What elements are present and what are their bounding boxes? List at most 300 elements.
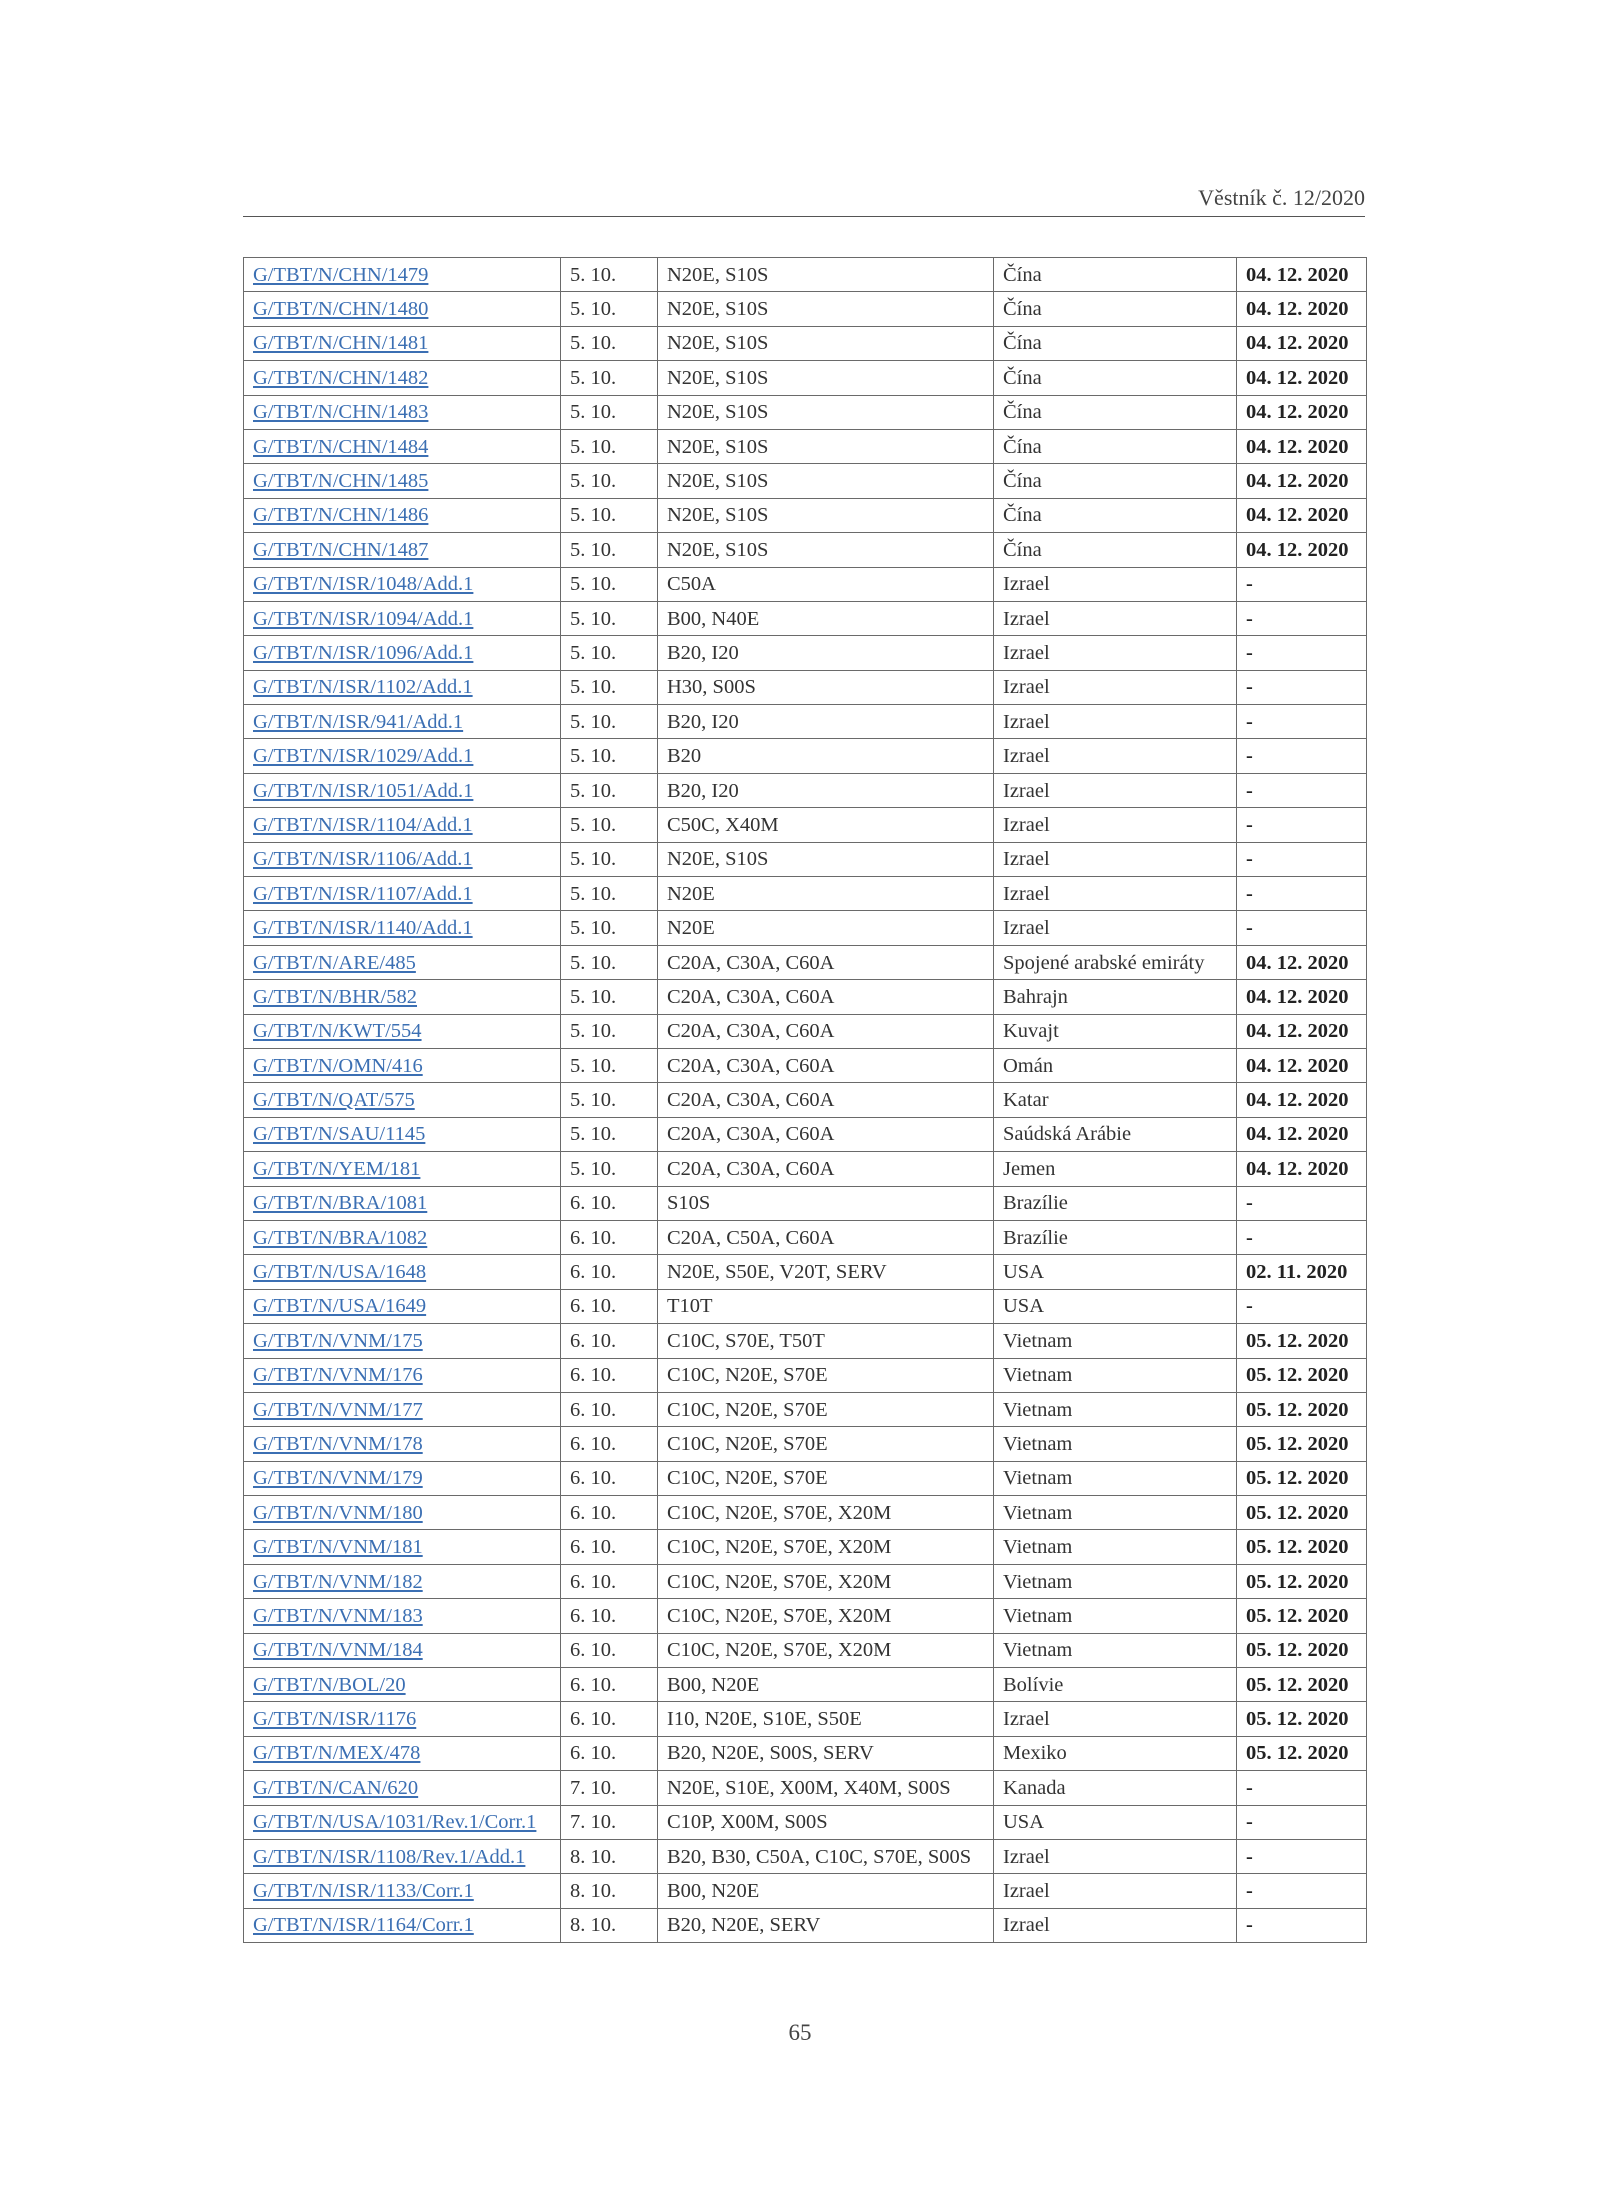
table-row [244,1048,1367,1082]
document-link[interactable]: G/TBT/N/VNM/181 [253,1536,423,1559]
document-link[interactable]: G/TBT/N/CHN/1481 [253,332,429,355]
date-cell: 5. 10. [561,464,658,498]
codes-cell: C10C, N20E, S70E, X20M [658,1599,994,1633]
date-cell: 6. 10. [561,1358,658,1392]
table-row [244,326,1367,360]
document-cell [244,1702,561,1736]
document-cell [244,1427,561,1461]
country-cell: Izrael [994,739,1237,773]
codes-cell: N20E, S10S [658,842,994,876]
deadline-cell: - [1237,636,1367,670]
date-cell: 5. 10. [561,705,658,739]
country-cell: Čína [994,533,1237,567]
codes-cell: B20, I20 [658,636,994,670]
codes-cell: C20A, C30A, C60A [658,1083,994,1117]
deadline-cell: 05. 12. 2020 [1237,1668,1367,1702]
document-cell [244,1599,561,1633]
codes-cell: C20A, C30A, C60A [658,945,994,979]
date-cell: 8. 10. [561,1908,658,1942]
codes-cell: C20A, C30A, C60A [658,1048,994,1082]
deadline-cell: 05. 12. 2020 [1237,1736,1367,1770]
page-header: Věstník č. 12/2020 [1198,185,1365,210]
document-link[interactable]: G/TBT/N/CHN/1486 [253,504,429,527]
table-row [244,1702,1367,1736]
country-cell: Čína [994,292,1237,326]
country-cell: USA [994,1289,1237,1323]
document-cell [244,1358,561,1392]
table-row [244,945,1367,979]
deadline-cell: 04. 12. 2020 [1237,395,1367,429]
deadline-cell: - [1237,705,1367,739]
document-cell [244,842,561,876]
codes-cell: C10P, X00M, S00S [658,1805,994,1839]
document-cell [244,1839,561,1873]
table-row [244,1014,1367,1048]
country-cell: USA [994,1255,1237,1289]
table-row [244,1668,1367,1702]
country-cell: Izrael [994,1908,1237,1942]
document-cell [244,773,561,807]
document-cell [244,258,561,292]
document-link[interactable]: G/TBT/N/VNM/182 [253,1570,423,1593]
document-link[interactable]: G/TBT/N/ISR/1051/Add.1 [253,779,474,802]
codes-cell: B00, N20E [658,1668,994,1702]
codes-cell: C20A, C30A, C60A [658,1014,994,1048]
document-cell [244,1461,561,1495]
country-cell: Izrael [994,773,1237,807]
table-row [244,1289,1367,1323]
country-cell: Bahrajn [994,980,1237,1014]
table-body [244,258,1367,1943]
document-link[interactable]: G/TBT/N/USA/1649 [253,1295,427,1318]
deadline-cell: - [1237,842,1367,876]
document-cell [244,326,561,360]
deadline-cell: 04. 12. 2020 [1237,533,1367,567]
document-link[interactable]: G/TBT/N/ISR/1106/Add.1 [253,848,473,871]
date-cell: 5. 10. [561,1152,658,1186]
date-cell: 5. 10. [561,258,658,292]
date-cell: 6. 10. [561,1392,658,1426]
deadline-cell: - [1237,1220,1367,1254]
codes-cell: C20A, C50A, C60A [658,1220,994,1254]
country-cell: Brazílie [994,1186,1237,1220]
document-link[interactable]: G/TBT/N/ISR/1096/Add.1 [253,641,474,664]
deadline-cell: 04. 12. 2020 [1237,1014,1367,1048]
codes-cell: B20, N20E, SERV [658,1908,994,1942]
page-number: 65 [788,2020,812,2045]
document-cell [244,1289,561,1323]
date-cell: 5. 10. [561,1048,658,1082]
deadline-cell: - [1237,911,1367,945]
country-cell: Izrael [994,911,1237,945]
document-cell [244,1083,561,1117]
date-cell: 5. 10. [561,945,658,979]
codes-cell: N20E, S10S [658,395,994,429]
table-row [244,601,1367,635]
document-cell [244,498,561,532]
codes-cell: N20E, S10E, X00M, X40M, S00S [658,1771,994,1805]
table-row [244,429,1367,463]
deadline-cell: 05. 12. 2020 [1237,1633,1367,1667]
document-cell [244,1908,561,1942]
deadline-cell: - [1237,1805,1367,1839]
country-cell: Saúdská Arábie [994,1117,1237,1151]
country-cell: Izrael [994,1874,1237,1908]
document-link[interactable]: G/TBT/N/VNM/183 [253,1604,423,1627]
deadline-cell: - [1237,739,1367,773]
document-cell [244,1255,561,1289]
table-row [244,1461,1367,1495]
document-link[interactable]: G/TBT/N/QAT/575 [253,1089,415,1112]
deadline-cell: - [1237,1874,1367,1908]
country-cell: Vietnam [994,1427,1237,1461]
table-row [244,705,1367,739]
deadline-cell: 04. 12. 2020 [1237,361,1367,395]
table-row [244,670,1367,704]
codes-cell: B00, N20E [658,1874,994,1908]
deadline-cell: - [1237,1771,1367,1805]
country-cell: Izrael [994,808,1237,842]
date-cell: 6. 10. [561,1220,658,1254]
country-cell: Vietnam [994,1564,1237,1598]
country-cell: USA [994,1805,1237,1839]
document-cell [244,636,561,670]
date-cell: 5. 10. [561,361,658,395]
codes-cell: C20A, C30A, C60A [658,980,994,1014]
document-link[interactable]: G/TBT/N/VNM/176 [253,1364,423,1387]
deadline-cell: 04. 12. 2020 [1237,326,1367,360]
date-cell: 5. 10. [561,739,658,773]
country-cell: Vietnam [994,1633,1237,1667]
document-cell [244,601,561,635]
document-cell [244,705,561,739]
table-row [244,258,1367,292]
table-row [244,395,1367,429]
document-link[interactable]: G/TBT/N/VNM/175 [253,1329,423,1352]
codes-cell: B20, I20 [658,773,994,807]
table-row [244,1496,1367,1530]
document-cell [244,945,561,979]
document-cell [244,395,561,429]
table-row [244,464,1367,498]
date-cell: 5. 10. [561,842,658,876]
document-link[interactable]: G/TBT/N/CHN/1485 [253,470,429,493]
codes-cell: C10C, N20E, S70E [658,1427,994,1461]
document-link[interactable]: G/TBT/N/BHR/582 [253,985,418,1008]
deadline-cell: - [1237,877,1367,911]
date-cell: 5. 10. [561,498,658,532]
date-cell: 5. 10. [561,533,658,567]
date-cell: 6. 10. [561,1668,658,1702]
deadline-cell: 04. 12. 2020 [1237,980,1367,1014]
document-cell [244,1771,561,1805]
table-row [244,773,1367,807]
country-cell: Vietnam [994,1358,1237,1392]
document-link[interactable]: G/TBT/N/SAU/1145 [253,1123,426,1146]
country-cell: Izrael [994,567,1237,601]
document-link[interactable]: G/TBT/N/ISR/1107/Add.1 [253,882,473,905]
table-row [244,1083,1367,1117]
document-link[interactable]: G/TBT/N/CHN/1482 [253,366,429,389]
table-row [244,498,1367,532]
table-row [244,1805,1367,1839]
document-link[interactable]: G/TBT/N/CHN/1484 [253,435,429,458]
document-link[interactable]: G/TBT/N/ISR/1104/Add.1 [253,813,473,836]
codes-cell: N20E [658,877,994,911]
document-link[interactable]: G/TBT/N/ISR/941/Add.1 [253,710,464,733]
table-row [244,1152,1367,1186]
document-link[interactable]: G/TBT/N/VNM/177 [253,1398,423,1421]
deadline-cell: - [1237,567,1367,601]
codes-cell: B20, B30, C50A, C10C, S70E, S00S [658,1839,994,1873]
deadline-cell: 04. 12. 2020 [1237,1152,1367,1186]
country-cell: Vietnam [994,1392,1237,1426]
table-row [244,1599,1367,1633]
codes-cell: B20, N20E, S00S, SERV [658,1736,994,1770]
codes-cell: B00, N40E [658,601,994,635]
document-link[interactable]: G/TBT/N/CHN/1487 [253,538,429,561]
document-link[interactable]: G/TBT/N/CHN/1483 [253,401,429,424]
document-cell [244,1324,561,1358]
document-link[interactable]: G/TBT/N/ISR/1029/Add.1 [253,745,474,768]
deadline-cell: 05. 12. 2020 [1237,1530,1367,1564]
country-cell: Izrael [994,842,1237,876]
document-cell [244,739,561,773]
country-cell: Omán [994,1048,1237,1082]
document-link[interactable]: G/TBT/N/ISR/1048/Add.1 [253,573,474,596]
date-cell: 6. 10. [561,1289,658,1323]
codes-cell: S10S [658,1186,994,1220]
codes-cell: C20A, C30A, C60A [658,1117,994,1151]
date-cell: 5. 10. [561,980,658,1014]
document-link[interactable]: G/TBT/N/ISR/1108/Rev.1/Add.1 [253,1845,526,1868]
document-cell [244,1117,561,1151]
deadline-cell: - [1237,1908,1367,1942]
codes-cell: C10C, N20E, S70E [658,1392,994,1426]
table-row [244,1324,1367,1358]
document-cell [244,1736,561,1770]
notifications-table [243,257,1367,1943]
date-cell: 5. 10. [561,670,658,704]
country-cell: Izrael [994,1839,1237,1873]
date-cell: 6. 10. [561,1255,658,1289]
document-cell [244,1186,561,1220]
deadline-cell: - [1237,1839,1367,1873]
deadline-cell: - [1237,808,1367,842]
country-cell: Vietnam [994,1530,1237,1564]
document-cell [244,1633,561,1667]
deadline-cell: 05. 12. 2020 [1237,1324,1367,1358]
date-cell: 6. 10. [561,1461,658,1495]
table-row [244,361,1367,395]
date-cell: 8. 10. [561,1874,658,1908]
deadline-cell: 04. 12. 2020 [1237,945,1367,979]
document-link[interactable]: G/TBT/N/BOL/20 [253,1673,406,1696]
codes-cell: C10C, N20E, S70E, X20M [658,1633,994,1667]
document-cell [244,911,561,945]
table-row [244,1736,1367,1770]
document-cell [244,533,561,567]
document-cell [244,808,561,842]
country-cell: Izrael [994,601,1237,635]
date-cell: 6. 10. [561,1324,658,1358]
codes-cell: N20E, S10S [658,533,994,567]
document-cell [244,429,561,463]
document-link[interactable]: G/TBT/N/VNM/180 [253,1501,423,1524]
document-link[interactable]: G/TBT/N/CAN/620 [253,1776,419,1799]
document-link[interactable]: G/TBT/N/MEX/478 [253,1742,421,1765]
document-link[interactable]: G/TBT/N/KWT/554 [253,1020,422,1043]
deadline-cell: - [1237,773,1367,807]
date-cell: 5. 10. [561,567,658,601]
table-row [244,567,1367,601]
deadline-cell: 04. 12. 2020 [1237,292,1367,326]
document-cell [244,1014,561,1048]
codes-cell: C10C, N20E, S70E [658,1358,994,1392]
document-link[interactable]: G/TBT/N/VNM/184 [253,1639,423,1662]
codes-cell: N20E, S10S [658,361,994,395]
deadline-cell: - [1237,601,1367,635]
document-cell [244,1874,561,1908]
table-row [244,1255,1367,1289]
table-row [244,1874,1367,1908]
codes-cell: C50A [658,567,994,601]
table-row [244,1220,1367,1254]
date-cell: 6. 10. [561,1186,658,1220]
deadline-cell: 02. 11. 2020 [1237,1255,1367,1289]
deadline-cell: 04. 12. 2020 [1237,1048,1367,1082]
country-cell: Kanada [994,1771,1237,1805]
codes-cell: C10C, N20E, S70E, X20M [658,1496,994,1530]
codes-cell: N20E, S10S [658,429,994,463]
country-cell: Kuvajt [994,1014,1237,1048]
date-cell: 5. 10. [561,395,658,429]
document-link[interactable]: G/TBT/N/CHN/1479 [253,263,429,286]
country-cell: Brazílie [994,1220,1237,1254]
date-cell: 5. 10. [561,1014,658,1048]
document-cell [244,1048,561,1082]
document-link[interactable]: G/TBT/N/ISR/1164/Corr.1 [253,1914,474,1937]
document-link[interactable]: G/TBT/N/YEM/181 [253,1157,421,1180]
codes-cell: B20, I20 [658,705,994,739]
date-cell: 7. 10. [561,1771,658,1805]
document-cell [244,877,561,911]
table-row [244,1839,1367,1873]
country-cell: Katar [994,1083,1237,1117]
document-link[interactable]: G/TBT/N/ISR/1094/Add.1 [253,607,474,630]
codes-cell: N20E, S10S [658,498,994,532]
codes-cell: N20E, S10S [658,326,994,360]
document-link[interactable]: G/TBT/N/OMN/416 [253,1054,423,1077]
deadline-cell: 04. 12. 2020 [1237,429,1367,463]
document-cell [244,361,561,395]
document-link[interactable]: G/TBT/N/USA/1648 [253,1261,427,1284]
date-cell: 5. 10. [561,911,658,945]
codes-cell: H30, S00S [658,670,994,704]
table-row [244,533,1367,567]
codes-cell: N20E, S10S [658,292,994,326]
document-link[interactable]: G/TBT/N/ISR/1102/Add.1 [253,676,473,699]
document-link[interactable]: G/TBT/N/BRA/1082 [253,1226,428,1249]
date-cell: 6. 10. [561,1599,658,1633]
country-cell: Jemen [994,1152,1237,1186]
deadline-cell: 05. 12. 2020 [1237,1461,1367,1495]
country-cell: Čína [994,361,1237,395]
table-row [244,980,1367,1014]
codes-cell: C10C, N20E, S70E, X20M [658,1530,994,1564]
document-cell [244,1805,561,1839]
codes-cell: N20E, S50E, V20T, SERV [658,1255,994,1289]
date-cell: 5. 10. [561,292,658,326]
date-cell: 5. 10. [561,877,658,911]
table-row [244,1186,1367,1220]
date-cell: 5. 10. [561,326,658,360]
deadline-cell: 04. 12. 2020 [1237,1117,1367,1151]
country-cell: Vietnam [994,1599,1237,1633]
date-cell: 6. 10. [561,1702,658,1736]
country-cell: Izrael [994,877,1237,911]
table-row [244,1117,1367,1151]
document-cell [244,1564,561,1598]
document-link[interactable]: G/TBT/N/ISR/1176 [253,1708,417,1731]
date-cell: 6. 10. [561,1633,658,1667]
codes-cell: C10C, S70E, T50T [658,1324,994,1358]
table-row [244,292,1367,326]
date-cell: 6. 10. [561,1736,658,1770]
deadline-cell: 04. 12. 2020 [1237,1083,1367,1117]
document-link[interactable]: G/TBT/N/VNM/179 [253,1467,423,1490]
document-cell [244,464,561,498]
document-link[interactable]: G/TBT/N/USA/1031/Rev.1/Corr.1 [253,1811,537,1834]
table-row [244,1358,1367,1392]
table-row [244,911,1367,945]
document-cell [244,1496,561,1530]
document-cell [244,1152,561,1186]
document-cell [244,1220,561,1254]
document-link[interactable]: G/TBT/N/ARE/485 [253,951,416,974]
deadline-cell: - [1237,670,1367,704]
codes-cell: N20E [658,911,994,945]
country-cell: Mexiko [994,1736,1237,1770]
document-link[interactable]: G/TBT/N/ISR/1133/Corr.1 [253,1880,474,1903]
deadline-cell: 05. 12. 2020 [1237,1564,1367,1598]
date-cell: 5. 10. [561,1083,658,1117]
date-cell: 7. 10. [561,1805,658,1839]
deadline-cell: 05. 12. 2020 [1237,1599,1367,1633]
document-link[interactable]: G/TBT/N/ISR/1140/Add.1 [253,917,473,940]
table-row [244,1427,1367,1461]
country-cell: Izrael [994,636,1237,670]
document-link[interactable]: G/TBT/N/BRA/1081 [253,1192,428,1215]
country-cell: Izrael [994,1702,1237,1736]
document-link[interactable]: G/TBT/N/VNM/178 [253,1432,423,1455]
country-cell: Čína [994,429,1237,463]
table-row [244,1392,1367,1426]
document-link[interactable]: G/TBT/N/CHN/1480 [253,298,429,321]
document-cell [244,980,561,1014]
date-cell: 5. 10. [561,808,658,842]
table-row [244,1908,1367,1942]
country-cell: Čína [994,326,1237,360]
deadline-cell: 05. 12. 2020 [1237,1702,1367,1736]
codes-cell: C10C, N20E, S70E [658,1461,994,1495]
document-cell [244,292,561,326]
table-row [244,1530,1367,1564]
codes-cell: I10, N20E, S10E, S50E [658,1702,994,1736]
deadline-cell: 05. 12. 2020 [1237,1427,1367,1461]
table-row [244,636,1367,670]
deadline-cell: 04. 12. 2020 [1237,498,1367,532]
